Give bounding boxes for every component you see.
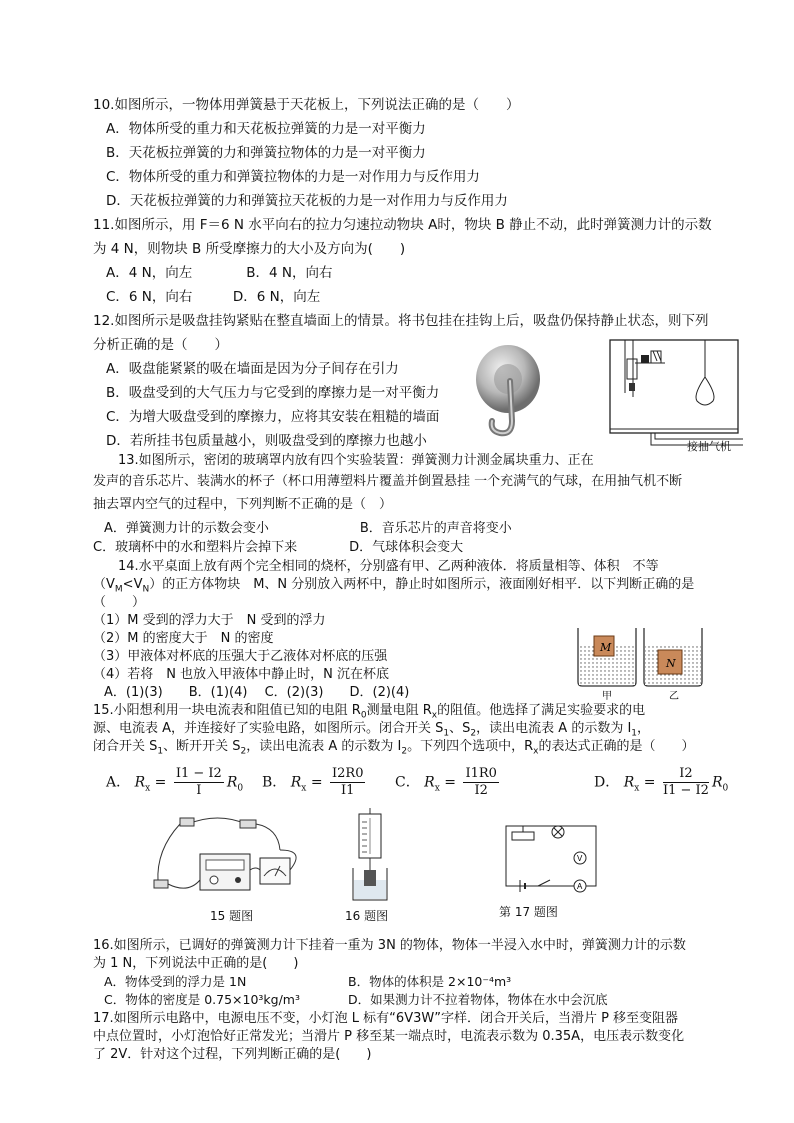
- beakers-figure: [572, 622, 732, 702]
- q14-statement-4: （4）若将 N 也放入甲液体中静止时，N 沉在杯底: [93, 667, 389, 682]
- q15-option-a: A． $R_x$ = $\frac{I1 - I2}{I}$ $R_0$: [106, 766, 244, 798]
- q14-statement-3: （3）甲液体对杯底的压强大于乙液体对杯底的压强: [93, 649, 388, 664]
- q12-stem-line1: 12.如图所示是吸盘挂钩紧贴在整直墙面上的情景。将书包挂在挂钩上后，吸盘仍保持静止状态，则下列: [93, 313, 709, 329]
- q11-options-cd: C．6 N，向右 D．6 N，向左: [106, 289, 321, 305]
- q17-stem-line3: 了 2V．针对这个过程，下列判断正确的是( ): [93, 1047, 372, 1062]
- beaker-yi-label: 乙: [669, 691, 679, 702]
- q16-option-c: C．物体的密度是 0.75×10³kg/m³: [104, 992, 300, 1007]
- pump-label: 接抽气机: [687, 441, 731, 453]
- q15-option-b: B． $R_x$ = $\frac{I2R0}{I1}$: [262, 766, 364, 798]
- q10-stem: 10.如图所示，一物体用弹簧悬于天花板上，下列说法正确的是（ ）: [93, 97, 520, 113]
- q14-statement-1: （1）M 受到的浮力大于 N 受到的浮力: [93, 613, 326, 628]
- q15-option-d: D． $R_x$ = $\frac{I2}{I1 - I2}$ $R_0$: [594, 766, 729, 798]
- q10-option-a: A．物体所受的重力和天花板拉弹簧的力是一对平衡力: [106, 121, 426, 137]
- q16-stem-line1: 16.如图所示，已调好的弹簧测力计下挂着一重为 3N 的物体，物体一半浸入水中时，弹簧测力计的示数: [93, 938, 686, 953]
- figure-16-caption: 16 题图: [345, 909, 389, 923]
- q11-stem-line2: 为 4 N，则物块 B 所受摩擦力的大小及方向为( ): [93, 241, 406, 257]
- figure-17-caption: 第 17 题图: [499, 905, 558, 919]
- figure-16-spring-scale: [345, 808, 395, 904]
- cube-m-label: M: [600, 641, 612, 654]
- svg-text:V: V: [577, 854, 583, 863]
- q13-stem-line3: 抽去罩内空气的过程中，下列判断不正确的是（ ）: [93, 497, 393, 512]
- q16-option-a: A．物体受到的浮力是 1N: [104, 974, 247, 989]
- q11-stem-line1: 11.如图所示，用 F＝6 N 水平向右的拉力匀速拉动物块 A时，物块 B 静止不动，此时弹簧测力计的示数: [93, 217, 712, 233]
- q16-option-b: B．物体的体积是 2×10⁻⁴m³: [348, 974, 512, 989]
- q16-option-d: D．如果测力计不拉着物体，物体在水中会沉底: [348, 992, 608, 1007]
- q12-option-a: A．吸盘能紧紧的吸在墙面是因为分子间存在引力: [106, 361, 399, 377]
- q17-stem-line1: 17.如图所示电路中，电源电压不变，小灯泡 L 标有“6V3W”字样．闭合开关后，当滑片 P 移至变阻器: [93, 1011, 679, 1026]
- q15-stem-line2: 源、电流表 A，并连接好了实验电路，如图所示。闭合开关 $S_1$、$S_2$，读出电流表 A 的示数为 $I_1$，: [93, 721, 651, 739]
- q17-stem-line2: 中点位置时，小灯泡恰好正常发光；当滑片 P 移至某一端点时，电流表示数为 0.35A，电压表示数变化: [93, 1029, 685, 1044]
- q13-options-cd: C．玻璃杯中的水和塑料片会掉下来 D．气球体积会变大: [93, 540, 464, 555]
- q15-stem-line1: 15.小阳想利用一块电流表和阻值已知的电阻 $R_0$测量电阻 $R_x$的阻值。他选择了满足实验要求的电: [93, 703, 646, 721]
- suction-hook-figure: [470, 343, 550, 443]
- q13-stem-line1: 13.如图所示，密闭的玻璃罩内放有四个实验装置：弹簧测力计测金属块重力、正在: [118, 453, 594, 468]
- q14-statement-2: （2）M 的密度大于 N 的密度: [93, 631, 274, 646]
- figure-15-caption: 15 题图: [210, 909, 254, 923]
- q14-stem-line2: $(V_M<V_N)$的正方体物块 M、N 分别放入两杯中，静止时如图所示，液面刚好相平．以下判断正确的是: [93, 577, 695, 595]
- svg-text:A: A: [577, 882, 583, 891]
- q10-option-b: B．天花板拉弹簧的力和弹簧拉物体的力是一对平衡力: [106, 145, 426, 161]
- q14-stem-line1: 14.水平桌面上放有两个完全相同的烧杯，分别盛有甲、乙两种液体．将质量相等、体积 不等: [118, 559, 659, 574]
- q12-option-d: D．若所挂书包质量越小，则吸盘受到的摩擦力也越小: [106, 433, 427, 449]
- q10-option-d: D．天花板拉弹簧的力和弹簧拉天花板的力是一对作用力与反作用力: [106, 193, 508, 209]
- q13-options-ab: A．弹簧测力计的示数会变小 B．音乐芯片的声音将变小: [104, 521, 512, 536]
- cube-n-label: N: [666, 657, 676, 670]
- figure-17-circuit-diagram: [498, 820, 608, 898]
- beaker-jia-label: 甲: [602, 691, 612, 702]
- q10-option-c: C．物体所受的重力和弹簧拉物体的力是一对作用力与反作用力: [106, 169, 480, 185]
- q11-options-ab: A．4 N，向左 B．4 N，向右: [106, 265, 333, 281]
- q15-stem-line3: 闭合开关 $S_1$、断开开关 $S_2$，读出电流表 A 的示数为 $I_2$。下列四个选项中，$R_x$的表达式正确的是（ ）: [93, 739, 695, 757]
- q13-stem-line2: 发声的音乐芯片、装满水的杯子（杯口用薄塑料片覆盖并倒置悬挂 一个充满气的气球，在用抽气机不断: [93, 474, 683, 489]
- bell-jar-figure: [605, 337, 745, 455]
- q14-stem-line3: （ ）: [93, 595, 146, 610]
- q12-stem-line2: 分析正确的是（ ）: [93, 337, 228, 353]
- q15-option-c: C． $R_x$ = $\frac{I1R0}{I2}$: [395, 766, 497, 798]
- q16-stem-line2: 为 1 N，下列说法中正确的是( ): [93, 956, 299, 971]
- q14-options: A．(1)(3) B．(1)(4) C．(2)(3) D．(2)(4): [104, 685, 410, 700]
- figure-15-circuit-sketch: [148, 810, 318, 902]
- q12-option-c: C．为增大吸盘受到的摩擦力，应将其安装在粗糙的墙面: [106, 409, 440, 425]
- q12-option-b: B．吸盘受到的大气压力与它受到的摩擦力是一对平衡力: [106, 385, 440, 401]
